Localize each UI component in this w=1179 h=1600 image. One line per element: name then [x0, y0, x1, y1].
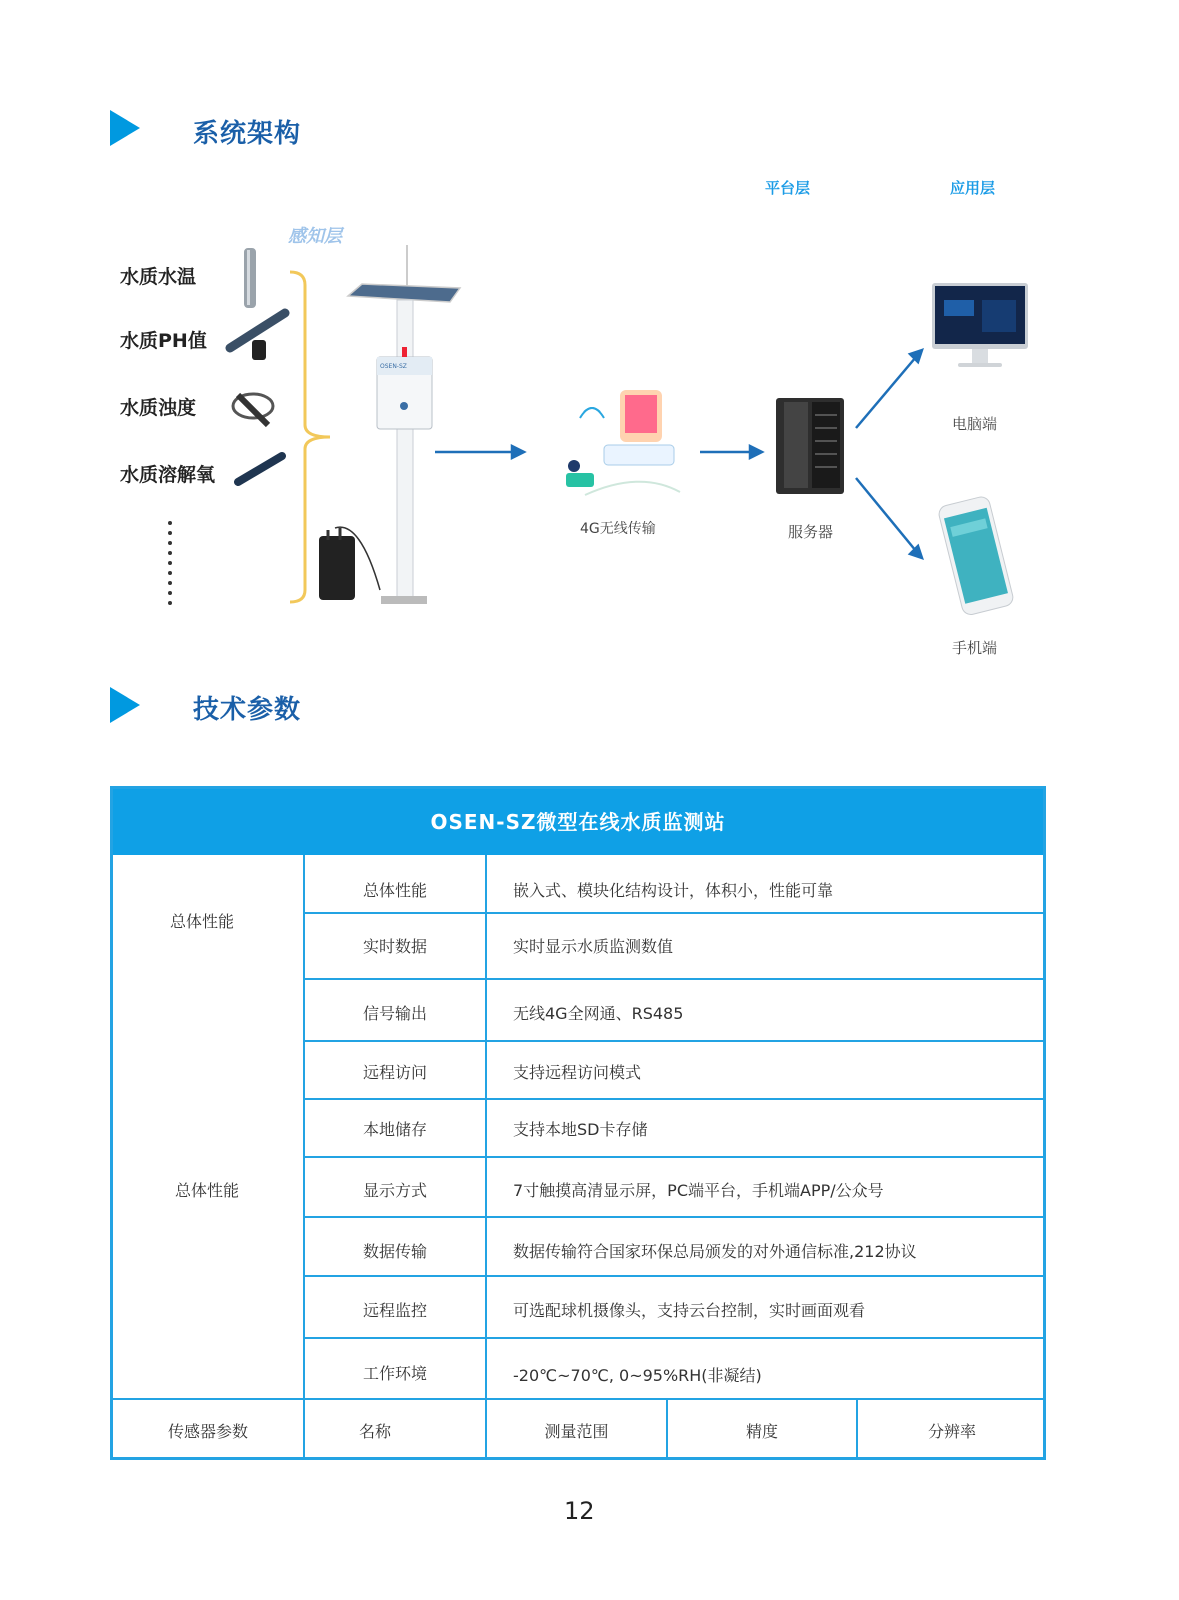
spec-table	[110, 786, 1046, 1460]
group-label: 总体性能	[170, 912, 235, 931]
page-number: 12	[564, 1497, 595, 1525]
row-value: 支持本地SD卡存储	[513, 1120, 648, 1139]
sensor-col-resolution: 分辨率	[927, 1422, 976, 1441]
flow-arrows	[435, 350, 922, 558]
mobile-phone-icon	[937, 495, 1015, 616]
layer-label-sense: 感知层	[288, 226, 342, 247]
row-divider	[113, 1398, 1046, 1400]
row-divider	[303, 978, 1046, 980]
server-icon	[776, 398, 844, 494]
probe-temp-icon	[244, 248, 256, 308]
table-title: OSEN-SZ微型在线水质监测站	[113, 789, 1043, 855]
layer-label-application: 应用层	[950, 179, 996, 197]
row-divider	[303, 1216, 1046, 1218]
row-divider	[303, 1275, 1046, 1277]
layer-label-platform: 平台层	[765, 179, 811, 197]
row-divider	[303, 1098, 1046, 1100]
sensor-label-ph: 水质PH值	[120, 330, 207, 352]
sensor-label-temp: 水质水温	[120, 266, 197, 288]
sensor-group-label: 传感器参数	[167, 1422, 248, 1441]
row-divider	[303, 1040, 1046, 1042]
data-logger-icon	[319, 527, 380, 600]
row-value: 嵌入式、模块化结构设计，体积小，性能可靠	[513, 881, 834, 900]
row-name: 数据传输	[362, 1242, 427, 1261]
row-name: 远程监控	[362, 1301, 427, 1320]
sensor-col-name: 名称	[358, 1422, 391, 1441]
caption-server: 服务器	[788, 523, 834, 541]
section-title-specs: 技术参数	[193, 695, 302, 725]
architecture-diagram	[0, 230, 1179, 670]
group-label: 总体性能	[175, 1181, 240, 1200]
wireless-transmission-icon	[566, 390, 680, 495]
row-value: -20℃~70℃, 0~95%RH(非凝结)	[513, 1366, 762, 1385]
row-name: 信号输出	[362, 1004, 427, 1023]
sensor-col-range: 测量范围	[544, 1422, 609, 1441]
row-value: 无线4G全网通、RS485	[513, 1004, 684, 1023]
row-value: 7寸触摸高清显示屏，PC端平台，手机端APP/公众号	[513, 1181, 884, 1200]
row-value: 数据传输符合国家环保总局颁发的对外通信标准,212协议	[513, 1242, 917, 1261]
row-name: 实时数据	[362, 937, 427, 956]
row-divider	[303, 1156, 1046, 1158]
row-name: 显示方式	[362, 1181, 427, 1200]
probe-turbidity-icon	[233, 394, 273, 425]
row-value: 支持远程访问模式	[513, 1063, 642, 1082]
sensor-label-oxygen: 水质溶解氧	[120, 464, 216, 486]
section-marker-icon	[110, 687, 140, 723]
section-title-architecture: 系统架构	[193, 119, 302, 149]
caption-mobile: 手机端	[952, 639, 998, 657]
more-sensors-ellipsis	[168, 521, 172, 605]
row-name: 远程访问	[362, 1063, 427, 1082]
row-name: 总体性能	[362, 881, 427, 900]
probe-ph-icon	[230, 313, 285, 360]
sensor-label-turbidity: 水质浊度	[120, 397, 197, 419]
sensor-col-precision: 精度	[745, 1422, 778, 1441]
caption-4g-transmission: 4G无线传输	[580, 521, 656, 537]
row-value: 实时显示水质监测数值	[513, 937, 674, 956]
row-value: 可选配球机摄像头，支持云台控制，实时画面观看	[513, 1301, 866, 1320]
section-marker-icon	[110, 110, 140, 146]
desktop-computer-icon	[932, 283, 1028, 367]
row-name: 本地储存	[362, 1120, 427, 1139]
caption-pc: 电脑端	[952, 415, 998, 433]
row-divider	[303, 912, 1046, 914]
probe-oxygen-icon	[238, 456, 282, 482]
row-name: 工作环境	[362, 1364, 427, 1383]
svg-text:OSEN-SZ: OSEN-SZ	[380, 363, 407, 370]
row-divider	[303, 1337, 1046, 1339]
